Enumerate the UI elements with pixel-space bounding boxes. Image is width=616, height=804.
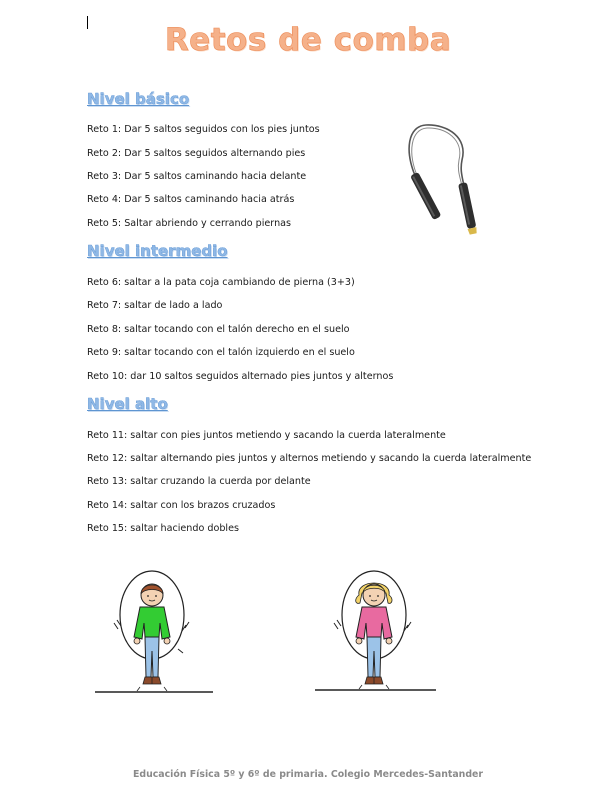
reto-item: Reto 11: saltar con pies juntos metiendo y sacando la cuerda lateralmente bbox=[87, 430, 446, 441]
level-heading-basico: Nivel básico bbox=[87, 90, 190, 108]
reto-item: Reto 12: saltar alternando pies juntos y alternos metiendo y sacando la cuerda lateralmente bbox=[87, 453, 532, 464]
reto-item: Reto 5: Saltar abriendo y cerrando piernas bbox=[87, 218, 292, 229]
reto-item: Reto 4: Dar 5 saltos caminando hacia atrás bbox=[87, 194, 295, 205]
reto-item: Reto 2: Dar 5 saltos seguidos alternando pies bbox=[87, 148, 306, 159]
reto-item: Reto 13: saltar cruzando la cuerda por delante bbox=[87, 476, 311, 487]
reto-item: Reto 1: Dar 5 saltos seguidos con los pies juntos bbox=[87, 124, 320, 135]
page-footer: Educación Física 5º y 6º de primaria. Colegio Mercedes-Santander bbox=[132, 769, 484, 780]
level-heading-intermedio: Nivel intermedio bbox=[87, 242, 228, 260]
reto-item: Reto 14: saltar con los brazos cruzados bbox=[87, 500, 276, 511]
reto-item: Reto 7: saltar de lado a lado bbox=[87, 300, 223, 311]
reto-item: Reto 9: saltar tocando con el talón izquierdo en el suelo bbox=[87, 347, 355, 358]
page-title: Retos de comba bbox=[164, 22, 452, 58]
reto-item: Reto 6: saltar a la pata coja cambiando de pierna (3+3) bbox=[87, 277, 355, 288]
girl-jumping-rope-illustration bbox=[312, 565, 440, 695]
reto-item: Reto 3: Dar 5 saltos caminando hacia delante bbox=[87, 171, 307, 182]
level-heading-alto: Nivel alto bbox=[87, 395, 168, 413]
reto-item: Reto 10: dar 10 saltos seguidos alternado pies juntos y alternos bbox=[87, 371, 394, 382]
boy-jumping-rope-illustration bbox=[92, 565, 217, 695]
reto-item: Reto 15: saltar haciendo dobles bbox=[87, 523, 239, 534]
reto-item: Reto 8: saltar tocando con el talón derecho en el suelo bbox=[87, 324, 350, 335]
jump-rope-icon bbox=[398, 120, 494, 238]
